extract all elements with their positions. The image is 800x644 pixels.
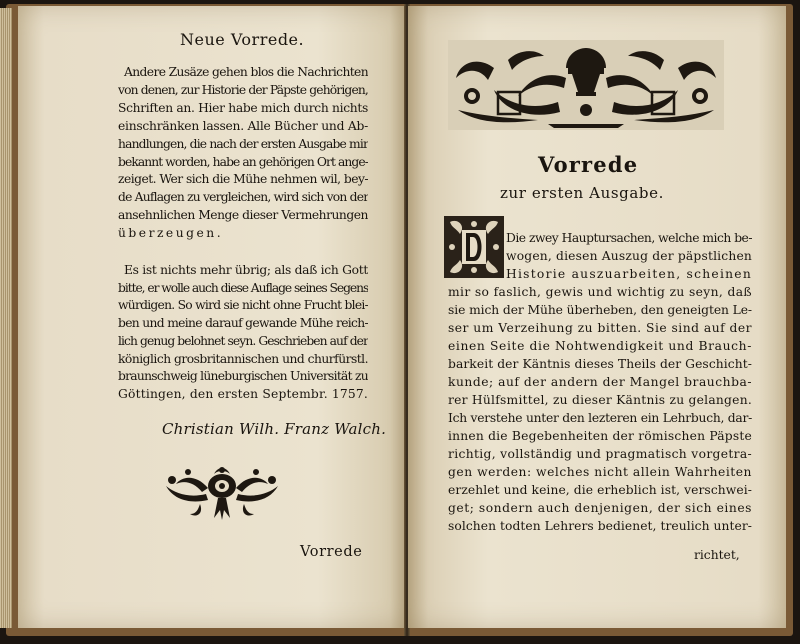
- text-line: rer Hülfsmittel, zu dieser Käntnis zu gelangen.: [448, 393, 752, 407]
- text-line: ser um Verzeihung zu bitten. Sie sind auf der: [448, 321, 752, 335]
- left-paragraph-1: [118, 64, 368, 243]
- text-line: get; sondern auch denjenigen, der sich eines: [448, 501, 752, 515]
- text-line: bekannt worden, habe an gehörigen Ort ange-: [118, 154, 368, 169]
- text-line: Schriften an. Hier habe mich durch nichts: [118, 100, 368, 115]
- text-line: Historie auszuarbeiten, scheinen: [506, 267, 752, 281]
- text-line: Es ist nichts mehr übrig; als daß ich Gott: [124, 263, 368, 277]
- left-paragraph-2: [118, 262, 368, 404]
- page-edges: [0, 8, 12, 628]
- ornamental-headpiece: [448, 40, 724, 130]
- text-line: bitte, er wolle auch diese Auflage seines Segens: [118, 280, 368, 295]
- text-line: wogen, diesen Auszug der päpstlichen: [506, 249, 752, 263]
- text-line: Göttingen, den ersten Septembr. 1757.: [118, 386, 368, 401]
- text-line: erzehlet und keine, die erheblich ist, verschwei-: [448, 483, 752, 497]
- text-line: richtig, vollständig und pragmatisch vorgetra-: [448, 447, 752, 461]
- text-line: ben und meine darauf gewande Mühe reich-: [118, 316, 368, 331]
- text-line: kunde; auf der andern der Mangel brauchba-: [448, 375, 752, 389]
- chapter-title: Vorrede: [538, 152, 639, 177]
- text-line: barkeit der Käntnis dieses Theils der Geschicht-: [448, 357, 752, 371]
- text-line: überzeugen.: [118, 226, 224, 241]
- text-line: gen werden: welches nicht allein Wahrheiten: [448, 465, 752, 479]
- text-line: Andere Zusäze gehen blos die Nachrichten: [124, 65, 368, 79]
- text-line: sie mich der Mühe überheben, den geneigten Le-: [448, 303, 752, 317]
- right-body-text: [448, 229, 752, 535]
- catchword-right: richtet,: [694, 548, 740, 562]
- text-line: einschränken lassen. Alle Bücher und Ab-: [118, 118, 368, 133]
- text-line: braunschweig lüneburgischen Universität zu: [118, 369, 368, 384]
- text-line: königlich grosbritannischen und churfürstl.: [118, 351, 368, 366]
- text-line: solchen todten Lehrers bedienet, treulich unter-: [448, 519, 752, 533]
- floral-vignette-ornament: [160, 464, 284, 522]
- text-line: de Auflagen zu vergleichen, wird sich von der: [118, 190, 368, 205]
- text-line: mir so faslich, gewis und wichtig zu seyn, daß: [448, 285, 752, 299]
- running-header: Neue Vorrede.: [180, 30, 305, 49]
- text-line: lich genug belohnet seyn. Geschrieben auf der: [118, 333, 368, 348]
- chapter-subtitle: zur ersten Ausgabe.: [500, 184, 664, 202]
- text-line: zeiget. Wer sich die Mühe nehmen wil, bey-: [118, 172, 368, 187]
- text-line: innen die Begebenheiten der römischen Päpste: [448, 429, 752, 443]
- text-line: einen Seite die Nohtwendigkeit und Brauch-: [448, 339, 752, 353]
- text-line: Ich verstehe unter den lezteren ein Lehrbuch, dar-: [448, 411, 752, 425]
- text-line: würdigen. So wird sie nicht ohne Frucht blei-: [118, 298, 368, 313]
- text-line: von denen, zur Historie der Päpste gehörigen,: [118, 82, 368, 97]
- text-line: ansehnlichen Menge dieser Vermehrungen: [118, 208, 368, 223]
- author-signature: Christian Wilh. Franz Walch.: [162, 420, 387, 438]
- catchword: Vorrede: [300, 544, 363, 560]
- text-line: Die zwey Hauptursachen, welche mich be-: [506, 231, 752, 245]
- text-line: handlungen, die nach der ersten Ausgabe mir: [118, 136, 368, 151]
